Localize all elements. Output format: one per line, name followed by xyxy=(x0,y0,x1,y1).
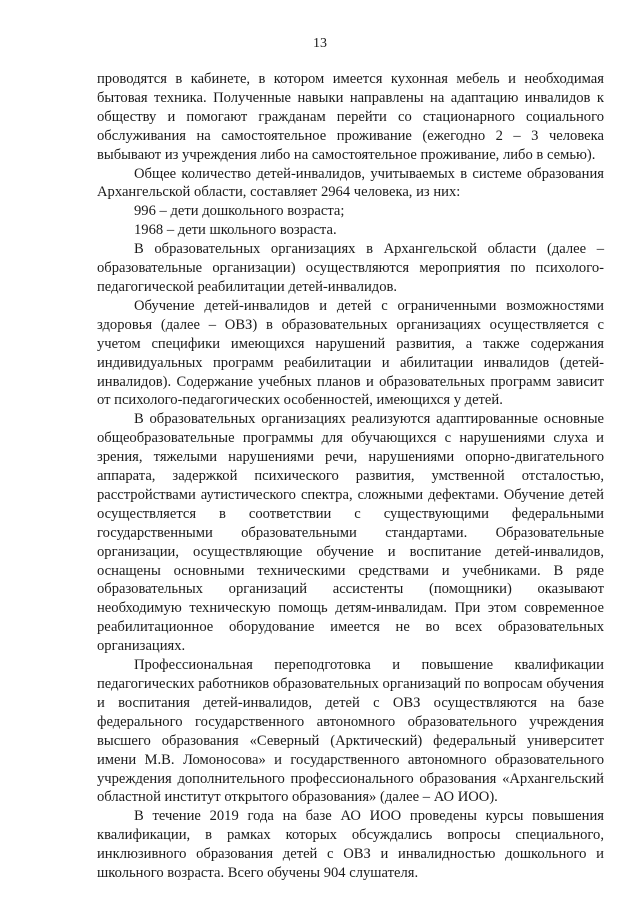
paragraph-preschool-count: 996 – дети дошкольного возраста; xyxy=(134,203,345,220)
paragraph-professional-training: Профессиональная переподготовка и повышение квалификации педагогических работников образовательных организаций по вопросам обучения и воспитания детей-инвалидов, детей с ОВЗ осуществляются на базе федерального государственного автономного образовательного учреждения высшего образования «Северный (Арктический) федеральный университет имени М.В. Ломоносова» и государственного автономного образовательного учреждения дополнительного профессионального образования «Архангельский областной институт открытого образования» (далее – АО ИОО). xyxy=(97,657,604,806)
page-body xyxy=(97,70,604,883)
paragraph-continuation: проводятся в кабинете, в котором имеется кухонная мебель и необходимая бытовая техника. Полученные навыки направлены на адаптацию инвалидов к обществу и помогают гражданам перейти со стационарного социального обслуживания на самостоятельное проживание (ежегодно 2 – 3 человека выбывают из учреждения либо на самостоятельное проживание, либо в семью). xyxy=(97,71,604,163)
paragraph-total-count: Общее количество детей-инвалидов, учитываемых в системе образования Архангельской области, составляет 2964 человека, из них: xyxy=(97,165,604,201)
paragraph-school-count: 1968 – дети школьного возраста. xyxy=(134,222,337,239)
paragraph-rehabilitation: В образовательных организациях в Архангельской области (далее – образовательные организации) осуществляются мероприятия по психолого-педагогической реабилитации детей-инвалидов. xyxy=(97,241,604,295)
page-number: 13 xyxy=(313,36,327,51)
paragraph-adapted-programs: В образовательных организациях реализуются адаптированные основные общеобразовательные программы для обучающихся с нарушениями слуха и зрения, тяжелыми нарушениями речи, нарушениями опорно-двигательного аппарата, задержкой психического развития, умственной отсталостью, расстройствами аутистического спектра, сложными дефектами. Обучение детей осуществляется в соответствии с существующими федеральными государственными образовательными стандартами. Образовательные организации, осуществляющие обучение и воспитание детей-инвалидов, оснащены основными техническими средствами и учебниками. В ряде образовательных организаций ассистенты (помощники) оказывают необходимую техническую помощь детям-инвалидам. При этом современное реабилитационное оборудование имеется не во всех образовательных организациях. xyxy=(97,411,604,655)
paragraph-education-ovz: Обучение детей-инвалидов и детей с ограниченными возможностями здоровья (далее – ОВЗ) в образовательных организациях осуществляется с учетом специфики имеющихся нарушений развития, а также содержания индивидуальных программ реабилитации и абилитации инвалидов (детей-инвалидов). Содержание учебных планов и образовательных программ зависит от психолого-педагогических особенностей, имеющихся у детей. xyxy=(97,297,604,409)
paragraph-courses-2019: В течение 2019 года на базе АО ИОО проведены курсы повышения квалификации, в рамках которых обсуждались вопросы специального, инклюзивного образования детей с ОВЗ и инвалидностью дошкольного и школьного возраста. Всего обучены 904 слушателя. xyxy=(97,808,604,882)
